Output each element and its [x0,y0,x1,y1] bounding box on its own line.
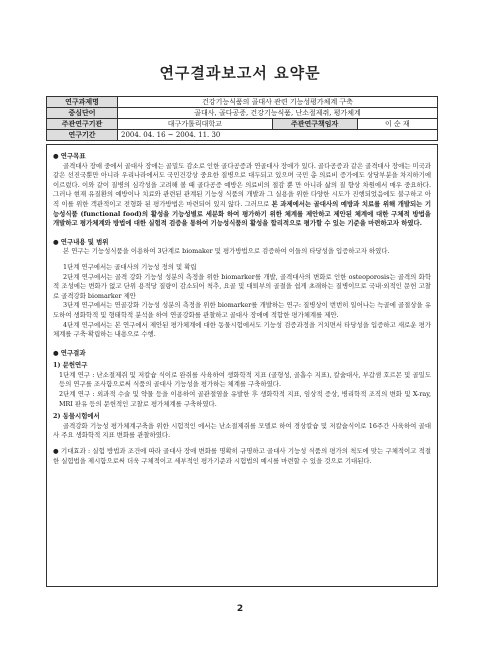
pi-value: 이 순 재 [357,119,437,130]
document-title: 연구결과보고서 요약문 [159,64,321,82]
purpose-bold-text: 본 과제에서는 골대사의 예방과 치료를 위해 개발되는 기능성식품 (functional food)의 활성을 기능성별로 세분화 하여 평가하기 위한 체계를 제안하고 제안된 체계에 대한 구체적 방법을 개발하고 평가체계와 방법에 대한 실험적 검증을 통하여 기능성식품의 활성을 합리적으로 평가할 수 있는 기준을 마련하고자 하였다. [53,199,432,228]
period-value: 2004. 04. 16 ~ 2004. 11. 30 [118,130,438,141]
results-heading: ● 연구결과 [53,348,86,357]
stage2-paragraph: 2단계 연구에서는 골격 강화 기능성 성분의 측정을 위한 biomarker를 개발, 골격대사의 변화로 인한 osteoporosis는 골격의 화학적 조성에는 변화가 없고 단위 용적당 질량이 감소되어 척추, 요골 및 대퇴부의 골절을 쉽게 초래하는 질병이므로 국내·외적인 문헌 고찰로 골격강화 biomarker 제안 [53,272,431,300]
page-number: 2 [236,604,244,614]
summary-meta-table [46,96,438,141]
literature-stage2: 2단계 연구 : 외과적 수술 및 약물 등을 이용하여 골관절염을 유발한 후 생화학적 지표, 임상적 증상, 병리학적 조직의 변화 및 X-ray, MRI 판유 등의 문헌적인 고찰로 평가체계를 구축하였다. [59,390,431,408]
stage3-paragraph: 3단계 연구에서는 연골강화 기능성 성분의 측정을 위한 biomarker를 개발하는 연구: 질병상이 번번히 일어나는 늑골에 골절상을 유도하여 생화학적 및 형태학적 분석을 하여 연골강화를 관찰하고 골대사 장애에 적합한 평가체계를 제안. [53,301,431,319]
scope-heading: ● 연구내용 및 범위 [53,237,109,246]
literature-heading: 1) 문헌연구 [53,361,88,370]
org-label: 주관연구기관 [47,119,118,130]
project-label: 연구과제명 [47,97,118,108]
purpose-paragraph [53,162,431,229]
animal-test-paragraph: 골격강화 기능성 평가체계구축을 위한 시험적인 에서는 난소절제쥐를 모델로 하여 경상칼슘 및 저칼슘식이로 16주간 사육하여 골대사 주요 생화학적 지표 변화를 관찰하였다. [53,421,431,440]
literature-stage1: 1단계 연구 : 난소절제쥐 및 저칼슘 식이로 완쥐를 사육하여 생화학적 지표 (골형성, 골흡수 지표), 칼슘대사, 부갑샘 호르몬 및 골밀도 등의 연구를 조사함으로써 식품의 골대사 기능성을 평가하는 체계를 구축하였다. [59,370,431,389]
expected-effect-paragraph: ● 기대효과 : 실험 방법과 조건에 따라 골대사 장애 변화를 명확히 규명하고 골대사 기능성 식품의 평가의 척도에 맞는 구체적이고 적절한 실험법을 제시함으로써 더욱 구체적이고 세부적인 평가기준과 시험법의 예시를 마련할 수 있을 것으로 기대된다. [53,447,431,465]
purpose-text: 골격대사 장애 중에서 골대사 장애는 골밀도 감소로 인한 골다공증과 연골대사 장애가 있다. 골다공증과 같은 골격대사 장애는 미국과 같은 선진국뿐만 아니라 우리나라에서도 국민건강상 중요한 질병으로 대두되고 있으며 국민 총 의료비 증가에도 상당부분을 차지하기에 이르렀다. 이와 같이 질병의 심각성을 고려해 볼 때 골다공증 예방은 의료비의 절감 뿐 만 아니라 삶의 질 향상 차원에서 매우 중요하다. 그러나 현재 유질환의 예방이나 치료와 관련된 관계된 기능성 식품의 개발과 그 실용을 위한 다양한 시도가 진행되었음에도 불구하고 아직 이를 위한 객관적이고 전형화 된 평가방법은 마련되어 있지 않다. 그러므로 [53,161,431,208]
animal-test-heading: 2) 동물시험에서 [53,412,100,421]
project-value: 건강기능식품의 골대사 관련 기능성평가체계 구축 [118,97,438,108]
keywords-label: 중심단어 [47,108,118,119]
summary-body [46,144,438,587]
purpose-heading: ● 연구목표 [53,152,86,160]
stage4-paragraph: 4단계 연구에서는 본 연구에서 제안된 평가체계에 대한 동물시험에서도 기능성 검증과정을 거치면서 타당성을 입증하고 새로운 평가체계를 구축·확립하는 내용으로 수행. [53,320,431,339]
period-label: 연구기간 [47,130,118,141]
stage1-paragraph: 1단계 연구에서는 골대사의 기능성 정의 및 확립 [63,262,197,271]
scope-paragraph: 본 연구는 기능성식품을 이용하여 3단계로 biomaker 및 평가방법으로 검증하여 이들의 타당성을 입증하고자 하였다. [63,247,390,256]
org-value: 대구가톨릭대학교 [118,119,273,130]
pi-label: 주관연구책임자 [272,119,357,130]
keywords-value: 골대사, 골다공증, 건강기능식품, 난소절제쥐, 평가체계 [118,108,438,119]
